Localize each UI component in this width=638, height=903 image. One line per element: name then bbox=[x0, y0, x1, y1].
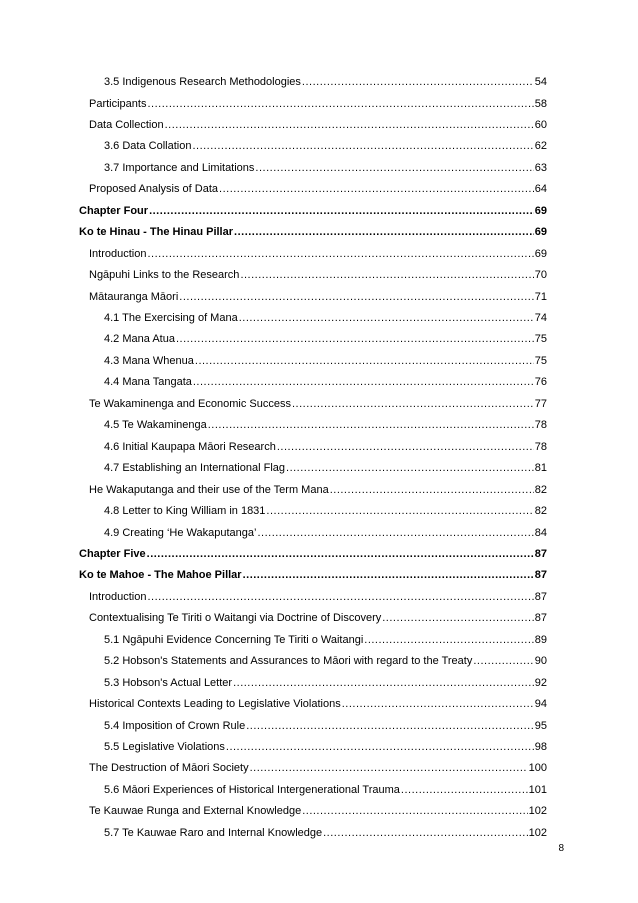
toc-dot-leader bbox=[286, 461, 534, 475]
toc-dot-leader bbox=[257, 526, 533, 540]
toc-entry[interactable] bbox=[89, 397, 547, 411]
toc-entry[interactable] bbox=[89, 590, 547, 604]
toc-entry-title: Te Wakaminenga and Economic Success bbox=[89, 397, 291, 410]
toc-entry[interactable] bbox=[104, 504, 547, 518]
toc-entry-title: Ngāpuhi Links to the Research bbox=[89, 269, 240, 281]
toc-entry-title: 4.9 Creating ‘He Wakaputanga’ bbox=[104, 526, 257, 539]
toc-entry-page-number: 82 bbox=[534, 505, 547, 517]
toc-dot-leader bbox=[147, 247, 533, 261]
toc-entry[interactable] bbox=[89, 697, 547, 711]
toc-entry-page-number: 102 bbox=[528, 826, 547, 839]
toc-entry-title: Historical Contexts Leading to Legislative Violations bbox=[89, 698, 341, 710]
toc-dot-leader bbox=[193, 375, 534, 389]
toc-dot-leader bbox=[292, 397, 534, 411]
toc-entry-title: 4.1 The Exercising of Mana bbox=[104, 311, 238, 324]
toc-entry-title: Proposed Analysis of Data bbox=[89, 183, 219, 196]
toc-entry[interactable] bbox=[89, 118, 547, 132]
toc-entry-page-number: 74 bbox=[534, 311, 547, 324]
toc-entry-page-number: 89 bbox=[534, 633, 547, 646]
toc-dot-leader bbox=[401, 783, 528, 797]
toc-entry-title: Participants bbox=[89, 97, 147, 110]
toc-dot-leader bbox=[277, 440, 534, 454]
toc-entry[interactable] bbox=[104, 461, 547, 475]
toc-dot-leader bbox=[255, 161, 533, 175]
toc-entry-page-number: 64 bbox=[534, 183, 547, 196]
toc-dot-leader bbox=[243, 568, 534, 582]
toc-entry-title: Ko te Hinau - The Hinau Pillar bbox=[79, 226, 234, 239]
toc-entry-title: Contextualising Te Tiriti o Waitangi via Doctrine of Discovery bbox=[89, 612, 382, 625]
toc-dot-leader bbox=[192, 139, 533, 153]
toc-entry-page-number: 70 bbox=[534, 269, 547, 281]
toc-entry[interactable] bbox=[104, 526, 547, 540]
toc-entry-page-number: 82 bbox=[534, 483, 547, 496]
toc-entry-title: 4.2 Mana Atua bbox=[104, 333, 175, 346]
toc-entry[interactable] bbox=[89, 804, 547, 818]
toc-entry[interactable] bbox=[79, 568, 547, 582]
toc-dot-leader bbox=[266, 504, 533, 518]
toc-dot-leader bbox=[147, 97, 533, 111]
toc-entry-title: 5.2 Hobson's Statements and Assurances to Māori with regard to the Treaty bbox=[104, 655, 473, 668]
toc-entry-page-number: 87 bbox=[534, 547, 547, 560]
toc-entry-title: 4.4 Mana Tangata bbox=[104, 376, 192, 389]
toc-entry[interactable] bbox=[79, 547, 547, 561]
toc-entry[interactable] bbox=[89, 268, 547, 282]
toc-dot-leader bbox=[240, 268, 533, 282]
toc-entry-page-number: 54 bbox=[534, 76, 547, 88]
toc-dot-leader bbox=[364, 633, 533, 647]
toc-entry[interactable] bbox=[104, 161, 547, 175]
toc-entry-page-number: 90 bbox=[534, 655, 547, 668]
toc-entry[interactable] bbox=[79, 204, 547, 218]
toc-entry-page-number: 95 bbox=[534, 719, 547, 732]
toc-dot-leader bbox=[250, 761, 528, 775]
toc-entry-title: He Wakaputanga and their use of the Term Mana bbox=[89, 483, 329, 496]
toc-dot-leader bbox=[234, 225, 534, 239]
toc-entry[interactable] bbox=[104, 311, 547, 325]
toc-entry-title: 5.6 Māori Experiences of Historical Intergenerational Trauma bbox=[104, 783, 400, 796]
toc-entry-page-number: 78 bbox=[534, 440, 547, 453]
toc-dot-leader bbox=[226, 740, 534, 754]
toc-entry-title: The Destruction of Māori Society bbox=[89, 762, 249, 775]
toc-entry-title: 4.7 Establishing an International Flag bbox=[104, 462, 286, 475]
toc-entry-title: Introduction bbox=[89, 590, 147, 603]
toc-entry[interactable] bbox=[89, 290, 547, 304]
toc-entry-page-number: 58 bbox=[534, 97, 547, 110]
toc-entry-page-number: 63 bbox=[534, 161, 547, 174]
toc-entry[interactable] bbox=[104, 676, 547, 690]
toc-entry-title: 4.3 Mana Whenua bbox=[104, 354, 194, 367]
toc-entry-page-number: 77 bbox=[534, 397, 547, 410]
toc-entry-page-number: 76 bbox=[534, 376, 547, 389]
toc-entry-title: 3.7 Importance and Limitations bbox=[104, 161, 255, 174]
toc-entry-title: Ko te Mahoe - The Mahoe Pillar bbox=[79, 569, 242, 582]
toc-entry-page-number: 71 bbox=[534, 290, 547, 303]
toc-entry[interactable] bbox=[104, 826, 547, 840]
toc-entry-page-number: 78 bbox=[534, 419, 547, 432]
toc-entry-title: 4.8 Letter to King William in 1831 bbox=[104, 505, 266, 517]
toc-entry-page-number: 94 bbox=[534, 698, 547, 710]
toc-entry-title: Chapter Five bbox=[79, 547, 146, 560]
toc-entry-page-number: 87 bbox=[534, 590, 547, 603]
toc-entry-page-number: 62 bbox=[534, 140, 547, 153]
toc-dot-leader bbox=[149, 204, 534, 218]
toc-dot-leader bbox=[382, 611, 534, 625]
toc-entry-page-number: 69 bbox=[534, 226, 547, 239]
toc-dot-leader bbox=[147, 547, 534, 561]
toc-entry-title: 5.1 Ngāpuhi Evidence Concerning Te Tiriti o Waitangi bbox=[104, 633, 364, 646]
toc-entry-page-number: 69 bbox=[534, 204, 547, 217]
toc-entry-title: 3.6 Data Collation bbox=[104, 140, 192, 153]
toc-entry-page-number: 98 bbox=[534, 740, 547, 753]
toc-entry-title: Te Kauwae Runga and External Knowledge bbox=[89, 805, 302, 818]
toc-dot-leader bbox=[246, 719, 534, 733]
toc-dot-leader bbox=[176, 332, 534, 346]
toc-entry-page-number: 60 bbox=[534, 118, 547, 131]
toc-entry-page-number: 75 bbox=[534, 354, 547, 367]
toc-entry-page-number: 69 bbox=[534, 247, 547, 260]
toc-entry[interactable] bbox=[104, 375, 547, 389]
toc-entry[interactable] bbox=[104, 633, 547, 647]
toc-dot-leader bbox=[165, 118, 534, 132]
toc-entry[interactable] bbox=[104, 332, 547, 346]
toc-entry-page-number: 75 bbox=[534, 333, 547, 346]
toc-entry[interactable] bbox=[104, 75, 547, 89]
toc-dot-leader bbox=[302, 804, 527, 818]
toc-entry[interactable] bbox=[104, 783, 547, 797]
toc-entry-title: Chapter Four bbox=[79, 204, 149, 217]
toc-entry[interactable] bbox=[104, 440, 547, 454]
toc-entry-page-number: 101 bbox=[528, 783, 547, 796]
toc-entry-title: 3.5 Indigenous Research Methodologies bbox=[104, 76, 301, 88]
toc-entry-page-number: 87 bbox=[534, 612, 547, 625]
toc-entry-title: 4.5 Te Wakaminenga bbox=[104, 419, 207, 432]
toc-dot-leader bbox=[195, 354, 534, 368]
toc-entry[interactable] bbox=[104, 139, 547, 153]
toc-dot-leader bbox=[147, 590, 533, 604]
toc-entry[interactable] bbox=[89, 247, 547, 261]
toc-entry-page-number: 84 bbox=[534, 526, 547, 539]
toc-entry-page-number: 102 bbox=[528, 805, 547, 818]
toc-entry-page-number: 87 bbox=[534, 569, 547, 582]
toc-dot-leader bbox=[473, 654, 533, 668]
toc-entry-page-number: 81 bbox=[534, 462, 547, 475]
toc-dot-leader bbox=[323, 826, 528, 840]
toc-dot-leader bbox=[208, 418, 534, 432]
toc-entry[interactable] bbox=[79, 225, 547, 239]
toc-dot-leader bbox=[330, 483, 534, 497]
toc-dot-leader bbox=[302, 75, 534, 89]
page-number: 8 bbox=[558, 843, 564, 854]
toc-dot-leader bbox=[342, 697, 534, 711]
toc-entry[interactable] bbox=[104, 719, 547, 733]
toc-entry-title: Mātauranga Māori bbox=[89, 290, 179, 303]
toc-entry-title: Data Collection bbox=[89, 118, 164, 131]
toc-entry-title: 5.3 Hobson's Actual Letter bbox=[104, 676, 233, 689]
toc-dot-leader bbox=[233, 676, 534, 690]
toc-entry-title: 4.6 Initial Kaupapa Māori Research bbox=[104, 440, 276, 453]
toc-entry[interactable] bbox=[104, 354, 547, 368]
toc-entry[interactable] bbox=[89, 182, 547, 196]
toc-entry[interactable] bbox=[89, 97, 547, 111]
toc-entry[interactable] bbox=[104, 740, 547, 754]
toc-entry[interactable] bbox=[89, 483, 547, 497]
toc-entry-title: 5.4 Imposition of Crown Rule bbox=[104, 719, 246, 732]
toc-entry-title: 5.7 Te Kauwae Raro and Internal Knowledge bbox=[104, 826, 323, 839]
toc-entry-page-number: 100 bbox=[528, 762, 547, 775]
toc-dot-leader bbox=[179, 290, 533, 304]
toc-entry[interactable] bbox=[104, 418, 547, 432]
toc-entry-page-number: 92 bbox=[534, 676, 547, 689]
toc-entry[interactable] bbox=[89, 761, 547, 775]
toc-entry[interactable] bbox=[89, 611, 547, 625]
toc-entry[interactable] bbox=[104, 654, 547, 668]
toc-dot-leader bbox=[239, 311, 534, 325]
toc-entry-title: 5.5 Legislative Violations bbox=[104, 740, 225, 753]
toc-dot-leader bbox=[219, 182, 534, 196]
toc-entry-title: Introduction bbox=[89, 247, 147, 260]
